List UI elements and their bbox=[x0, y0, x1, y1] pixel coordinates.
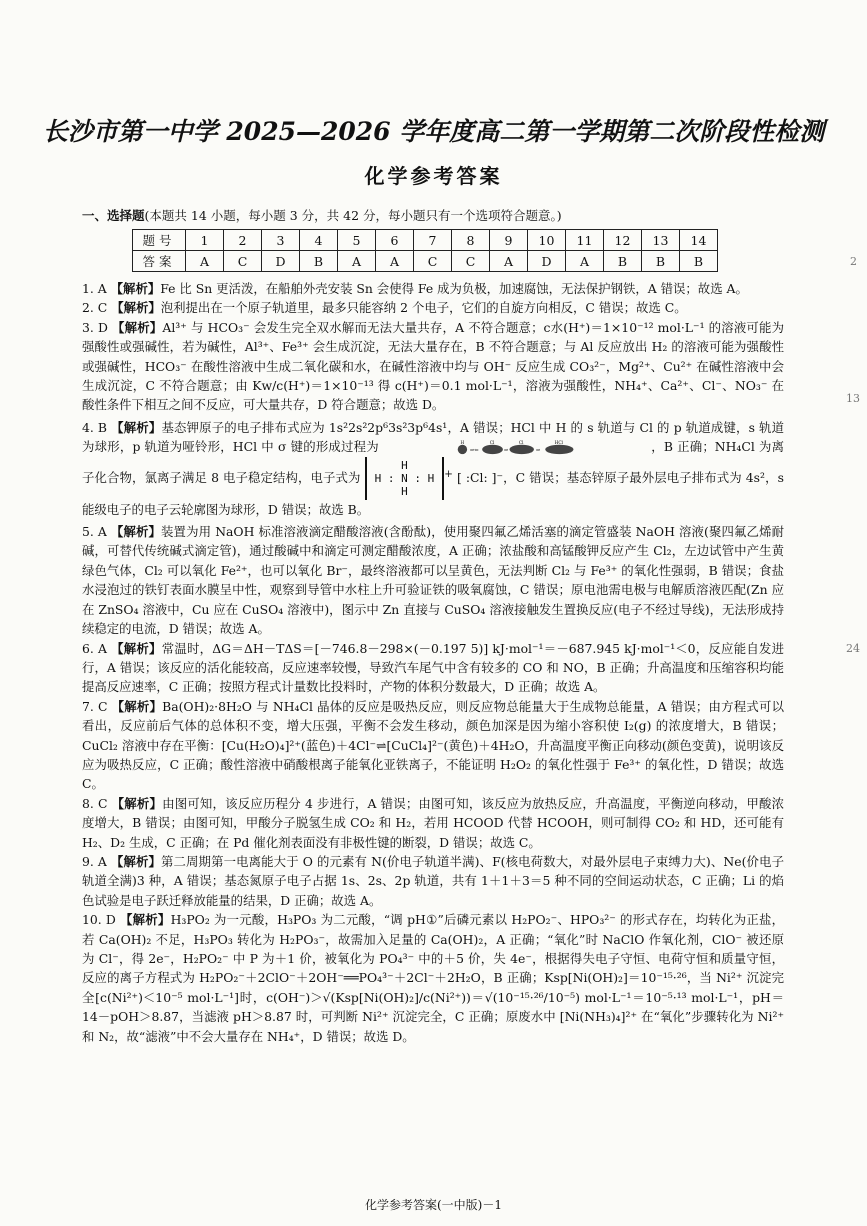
answers-body bbox=[82, 279, 784, 1046]
question-number-cell: 14 bbox=[680, 230, 718, 251]
question-number-cell: 10 bbox=[528, 230, 566, 251]
question-number-cell: 6 bbox=[376, 230, 414, 251]
item-number: 4. B bbox=[82, 419, 108, 435]
answer-item-9 bbox=[82, 852, 784, 910]
answer-table-row-numbers bbox=[133, 230, 718, 251]
margin-mark: 13 bbox=[846, 392, 860, 405]
question-number-cell: 8 bbox=[452, 230, 490, 251]
nh4-mid: H : N : H bbox=[374, 471, 435, 485]
item-tag: 【解析】 bbox=[110, 524, 162, 540]
item-text: 泡利提出在一个原子轨道里，最多只能容纳 2 个电子，它们的自旋方向相反，C 错误；故选 C。 bbox=[160, 300, 687, 316]
answer-cell: A bbox=[566, 251, 604, 272]
answer-item-6 bbox=[82, 639, 784, 697]
item-number: 2. C bbox=[82, 300, 108, 316]
question-number-cell: 7 bbox=[414, 230, 452, 251]
answer-cell: D bbox=[528, 251, 566, 272]
nh4-top: H bbox=[401, 458, 408, 472]
item-text-cont2: ，C 错误；基态锌原子最外层电子排布式为 4s²，s 能级电子的电子云轮廓图为球形，D 错误；故选 B。 bbox=[82, 469, 784, 517]
item-text: H₃PO₂ 为一元酸，H₃PO₃ 为二元酸，“调 pH①”后磷元素以 H₂PO₂⁻、HPO₃²⁻ 的形式存在，均转化为正盐，若 Ca(OH)₂ 不足，H₃PO₃ 转化为 H₂PO₃⁻，故需加入足量的 Ca(OH)₂，A 正确；“氧化”时 NaClO 作氧化剂，ClO⁻ 被还原为 Cl⁻，得 2e⁻，H₂PO₂⁻ 中 P 为＋1 价，被氧化为 PO₄³⁻ 中的＋5 价，失 4e⁻，根据得失电子守恒、电荷守恒和质量守恒，反应的离子方程式为 H₂PO₂⁻＋2ClO⁻＋2OH⁻══PO₄³⁻＋2Cl⁻＋2H₂O，B 正确；Ksp[Ni(OH)₂]＝10⁻¹⁵·²⁶，当 Ni²⁺ 沉淀完全[c(Ni²⁺)＜10⁻⁵ mol·L⁻¹]时，c(OH⁻)＞√(Ksp[Ni(OH)₂]/c(Ni²⁺))＝√(10⁻¹⁵·²⁶/10⁻⁵) mol·L⁻¹＝10⁻⁵·¹³ mol·L⁻¹，pH＝14－pOH＞8.87，当滤液 pH＞8.87 时，可判断 Ni²⁺ 沉淀完全，C 正确；原废水中 [Ni(NH₃)₄]²⁺ 在“氧化”步骤转化为 Ni²⁺ 和 N₂，故“滤液”中不会大量存在 NH₄⁺，D 错误；故选 D。 bbox=[82, 912, 784, 1044]
nh4-bottom: H bbox=[401, 484, 408, 498]
item-text: Ba(OH)₂·8H₂O 与 NH₄Cl 晶体的反应是吸热反应，则反应物总能量大于生成物总能量，A 错误；由方程式可以看出，反应前后气体的总体积不变，增大压强，平衡不会发生移动，颜色加深是因为缩小容积使 I₂(g) 的浓度增大，B 错误；CuCl₂ 溶液中存在平衡：[Cu(H₂O)₄]²⁺(蓝色)＋4Cl⁻⇌[CuCl₄]²⁻(黄色)＋4H₂O，升高温度平衡正向移动(颜色变黄)，说明该反应为吸热反应，C 正确；酸性溶液中硝酸根离子能氧化亚铁离子，不能证明 H₂O₂ 的氧化性强于 Fe³⁺ 的氧化性，D 错误；故选 C。 bbox=[82, 698, 784, 792]
answer-table bbox=[132, 229, 718, 272]
item-number: 6. A bbox=[82, 640, 107, 656]
item-text: Al³⁺ 与 HCO₃⁻ 会发生完全双水解而无法大量共存，A 不符合题意；c水(H⁺)＝1×10⁻¹² mol·L⁻¹ 的溶液可能为强酸性或强碱性，若为碱性，Al³⁺、Fe³⁺ 会生成沉淀，无法大量存在，B 不符合题意；与 Al 反应放出 H₂ 的溶液可能为强酸性或强碱性，HCO₃⁻ 在酸性溶液中生成二氧化碳和水，在碱性溶液中均与 OH⁻ 反应生成 CO₃²⁻，Mg²⁺、Cu²⁺ 在碱性溶液中会生成沉淀，C 不符合题意；由 Kw/c(H⁺)＝1×10⁻¹³ 得 c(H⁺)＝0.1 mol·L⁻¹，溶液为强酸性，NH₄⁺、Ca²⁺、Cl⁻、NO₃⁻ 在酸性条件下相互之间不反应，可大量共存，D 符合题意；故选 D。 bbox=[82, 319, 784, 413]
item-tag: 【解析】 bbox=[111, 640, 162, 656]
item-tag: 【解析】 bbox=[112, 319, 163, 335]
answer-cell: B bbox=[642, 251, 680, 272]
answer-cell: A bbox=[490, 251, 528, 272]
question-number-cell: 1 bbox=[186, 230, 224, 251]
nh4-electron-formula bbox=[365, 457, 445, 500]
item-tag: 【解析】 bbox=[110, 281, 161, 296]
svg-text:⇒⇐: ⇒⇐ bbox=[470, 447, 479, 454]
section-label: 一、选择题 bbox=[82, 208, 145, 223]
answer-item-8 bbox=[82, 794, 784, 852]
question-number-cell: 13 bbox=[642, 230, 680, 251]
item-tag: 【解析】 bbox=[111, 698, 163, 714]
row-label-answers: 答案 bbox=[133, 251, 186, 272]
question-number-cell: 5 bbox=[338, 230, 376, 251]
question-number-cell: 3 bbox=[262, 230, 300, 251]
answer-item-7 bbox=[82, 697, 784, 794]
answer-cell: B bbox=[604, 251, 642, 272]
svg-text:⇒: ⇒ bbox=[535, 447, 541, 454]
answer-item-5 bbox=[82, 522, 784, 638]
answer-cell: C bbox=[452, 251, 490, 272]
answer-item-4 bbox=[82, 418, 784, 519]
item-number: 8. C bbox=[82, 795, 108, 811]
page-subtitle: 化学参考答案 bbox=[364, 164, 503, 188]
answer-item-2 bbox=[82, 298, 784, 317]
item-number: 7. C bbox=[82, 698, 108, 714]
question-number-cell: 4 bbox=[300, 230, 338, 251]
svg-text:⇒: ⇒ bbox=[503, 447, 509, 454]
item-tag: 【解析】 bbox=[110, 853, 161, 869]
answer-cell: C bbox=[224, 251, 262, 272]
item-tag: 【解析】 bbox=[111, 795, 163, 811]
answer-cell: B bbox=[300, 251, 338, 272]
answer-cell: B bbox=[680, 251, 718, 272]
orbital-label-hcl: HCl bbox=[554, 439, 563, 445]
item-text: 基态钾原子的电子排布式应为 1s²2s²2p⁶3s²3p⁶4s¹，A 错误；HCl 中 H 的 s 轨道与 Cl 的 p 轨道成键，s 轨道为球形，p 轨道为哑铃形，HCl 中 σ 键的形成过程为 bbox=[82, 419, 785, 455]
item-number: 3. D bbox=[82, 319, 108, 335]
page-footer: 化学参考答案(一中版)－1 bbox=[365, 1198, 502, 1212]
section-desc: (本题共 14 小题，每小题 3 分，共 42 分，每小题只有一个选项符合题意。) bbox=[144, 208, 562, 223]
item-text: Fe 比 Sn 更活泼，在船舶外壳安装 Sn 会使得 Fe 成为负极，加速腐蚀，无法保护钢铁，A 错误；故选 A。 bbox=[160, 281, 748, 296]
cl-electron-formula: [ :Cl: ]⁻ bbox=[456, 469, 504, 485]
item-number: 5. A bbox=[82, 524, 107, 540]
item-text: 常温时，ΔG＝ΔH－TΔS＝[－746.8－298×(－0.197 5)] kJ·mol⁻¹＝－687.945 kJ·mol⁻¹＜0，反应能自发进行，A 错误；该反应的活化能较高，反应速率较慢，导致汽车尾气中含有较多的 CO 和 NO，B 正确；升高温度和压缩容积均能提高反应速率，C 正确；按照方程式计量数比投料时，产物的体积分数最大，D 正确；故选 A。 bbox=[82, 640, 784, 695]
item-text: 由图可知，该反应历程分 4 步进行，A 错误；由图可知，该反应为放热反应，升高温度，平衡逆向移动，甲酸浓度增大，B 错误；由图可知，甲酸分子脱氢生成 CO₂ 和 H₂，若用 HCOOD 代替 HCOOH，则可制得 CO₂ 和 HD，还可能有 H₂、D₂ 生成，C 正确；在 Pd 催化剂表面没有非极性键的断裂，D 错误；故选 C。 bbox=[82, 795, 784, 850]
question-number-cell: 2 bbox=[224, 230, 262, 251]
section-heading bbox=[82, 206, 562, 224]
item-text-cont: ，B 正确；NH₄Cl 为离子化合物，氯离子满足 8 电子稳定结构，电子式为 bbox=[82, 439, 784, 485]
answer-item-10 bbox=[82, 910, 784, 1046]
answer-cell: A bbox=[338, 251, 376, 272]
orbital-label-h: H bbox=[460, 439, 465, 445]
item-tag: 【解析】 bbox=[120, 912, 171, 928]
answer-cell: A bbox=[186, 251, 224, 272]
question-number-cell: 9 bbox=[490, 230, 528, 251]
answer-cell: D bbox=[262, 251, 300, 272]
item-tag: 【解析】 bbox=[111, 300, 161, 316]
answer-table-row-answers bbox=[133, 251, 718, 272]
item-text: 装置为用 NaOH 标准溶液滴定醋酸溶液(含酚酞)，使用聚四氟乙烯活塞的滴定管盛装 NaOH 溶液(聚四氟乙烯耐碱，可替代传统碱式滴定管)，通过酸碱中和滴定可测定醋酸浓度，A 正确；浓盐酸和高锰酸钾反应产生 Cl₂，左边试管中产生黄绿色气体，Cl₂ 可以氧化 Fe²⁺，也可以氧化 Br⁻，最终溶液都可以呈黄色，无法判断 Cl₂ 与 Fe³⁺ 的氧化性强弱，B 错误；食盐水浸泡过的铁钉表面水膜呈中性，观察到导管中水柱上升可验证铁的吸氧腐蚀，C 错误；原电池需电极与电解质溶液匹配(Zn 应在 ZnSO₄ 溶液中，Cu 应在 CuSO₄ 溶液中)，图示中 Zn 直接与 CuSO₄ 溶液接触发生置换反应(电子不经过导线)，无法形成持续稳定的电流，D 错误；故选 A。 bbox=[82, 524, 784, 637]
row-label-numbers: 题号 bbox=[133, 230, 186, 251]
margin-mark: 24 bbox=[846, 642, 860, 655]
answer-item-3 bbox=[82, 318, 784, 415]
margin-mark: 2 bbox=[850, 255, 857, 268]
item-number: 10. D bbox=[82, 912, 116, 928]
answer-cell: C bbox=[414, 251, 452, 272]
question-number-cell: 12 bbox=[604, 230, 642, 251]
orbital-label-cl1: Cl bbox=[489, 439, 495, 445]
answer-item-1 bbox=[82, 279, 784, 298]
question-number-cell: 11 bbox=[566, 230, 604, 251]
page-title: 长沙市第一中学 2025—2026 学年度高二第一学期第二次阶段性检测 bbox=[42, 117, 825, 146]
nh4-charge: + bbox=[444, 467, 453, 480]
orbital-label-cl2: Cl bbox=[518, 439, 524, 445]
item-tag: 【解析】 bbox=[111, 419, 162, 435]
item-text: 第二周期第一电离能大于 O 的元素有 N(价电子轨道半满)、F(核电荷数大，对最外层电子束缚力大)、Ne(价电子轨道全满)3 种，A 错误；基态氮原子电子占据 1s、2s、2p 轨道，共有 1＋1＋3＝5 种不同的空间运动状态，C 正确；Li 的焰色试验是电子跃迁释放能量的结果，D 正确；故选 A。 bbox=[82, 853, 784, 908]
answer-cell: A bbox=[376, 251, 414, 272]
sigma-bond-orbital-diagram bbox=[387, 440, 647, 456]
item-number: 1. A bbox=[82, 281, 107, 296]
item-number: 9. A bbox=[82, 853, 107, 869]
